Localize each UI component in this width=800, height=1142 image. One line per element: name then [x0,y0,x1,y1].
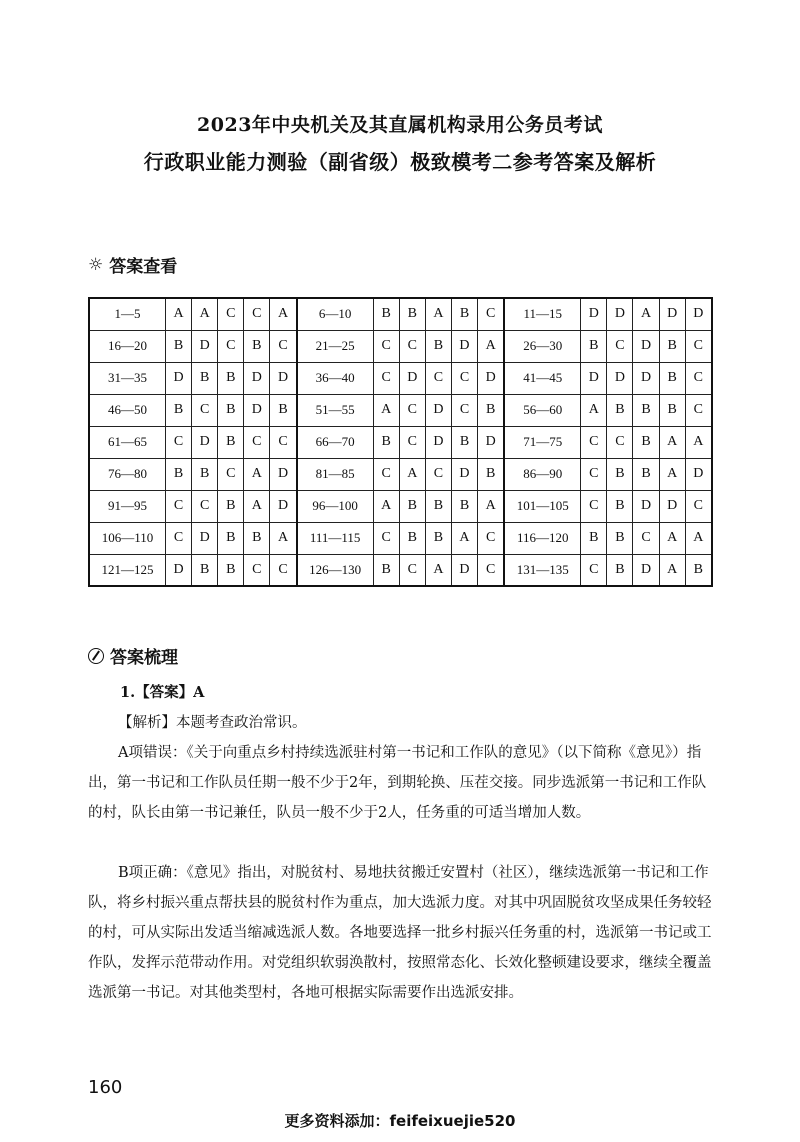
answer-cell: C [270,554,297,586]
section-review-title: 答案梳理 [110,648,178,668]
answer-cell: B [581,522,607,554]
answer-cell: C [192,394,218,426]
answer-cell: B [192,458,218,490]
answer-cell: B [633,394,659,426]
answer-cell: A [244,458,270,490]
question-range-cell: 6—10 [297,298,373,330]
question-range-cell: 66—70 [297,426,373,458]
answer-cell: B [451,490,477,522]
answer-cell: D [633,362,659,394]
question-range-cell: 36—40 [297,362,373,394]
table-row [89,362,712,394]
answer-cell: B [373,554,399,586]
table-row [89,522,712,554]
answer-table [88,297,713,587]
table-row [89,458,712,490]
answer-cell: C [399,394,425,426]
answer-cell: D [685,458,712,490]
answer-cell: B [192,362,218,394]
answer-cell: D [244,394,270,426]
answer-cell: A [478,490,505,522]
answer-cell: A [165,298,191,330]
answer-cell: A [659,426,685,458]
page-number: 160 [88,1077,123,1098]
answer-cell: A [373,394,399,426]
q1-paragraph-a: A项错误：《关于向重点乡村持续选派驻村第一书记和工作队的意见》（以下简称《意见》）指出，第一书记和工作队员任期一般不少于2年，到期轮换、压茬交接。同步选派第一书记和工作队的村，队长由第一书记兼任，队员一般不少于2人，任务重的可适当增加人数。 [88,745,707,821]
answer-cell: A [659,554,685,586]
answer-cell: C [218,458,244,490]
table-row [89,426,712,458]
footer-note: 更多资料添加：feifeixuejie520 [284,1112,516,1130]
answer-cell: D [451,330,477,362]
question-range-cell: 21—25 [297,330,373,362]
answer-cell: C [478,554,505,586]
answer-cell: D [399,362,425,394]
answer-cell: C [581,490,607,522]
answer-cell: D [192,426,218,458]
answer-cell: C [451,394,477,426]
answer-cell: B [399,522,425,554]
answer-cell: C [581,554,607,586]
question-range-cell: 41—45 [504,362,580,394]
answer-cell: B [607,554,633,586]
table-row [89,554,712,586]
answer-cell: C [478,298,505,330]
answer-cell: C [399,554,425,586]
answer-cell: C [373,522,399,554]
answer-cell: A [192,298,218,330]
answer-cell: A [270,298,297,330]
answer-cell: C [270,426,297,458]
answer-cell: B [659,330,685,362]
answer-cell: D [633,554,659,586]
question-range-cell: 101—105 [504,490,580,522]
answer-cell: C [581,458,607,490]
table-row [89,394,712,426]
question-range-cell: 86—90 [504,458,580,490]
answer-cell: D [685,298,712,330]
question-range-cell: 16—20 [89,330,165,362]
answer-cell: C [165,522,191,554]
answer-cell: C [685,394,712,426]
answer-cell: D [192,330,218,362]
question-range-cell: 51—55 [297,394,373,426]
answer-cell: A [478,330,505,362]
answer-cell: A [685,426,712,458]
answer-cell: C [373,362,399,394]
answer-cell: C [218,298,244,330]
answer-cell: A [659,458,685,490]
answer-cell: A [425,298,451,330]
section-answers-title: 答案查看 [109,257,178,277]
answer-cell: A [399,458,425,490]
answer-cell: D [165,362,191,394]
answer-cell: D [425,394,451,426]
answer-cell: D [633,330,659,362]
answer-cell: A [425,554,451,586]
answer-cell: B [633,458,659,490]
answer-cell: B [478,394,505,426]
answer-cell: C [685,330,712,362]
section-review-heading [88,643,178,668]
answer-cell: B [399,298,425,330]
question-range-cell: 46—50 [89,394,165,426]
answer-cell: C [244,554,270,586]
answer-cell: B [244,330,270,362]
answer-cell: C [218,330,244,362]
q1-analysis-label: 【解析】本题考查政治常识。 [118,715,307,731]
answer-cell: C [399,330,425,362]
question-range-cell: 61—65 [89,426,165,458]
answer-cell: B [659,394,685,426]
answer-cell: C [399,426,425,458]
answer-cell: B [685,554,712,586]
question-range-cell: 116—120 [504,522,580,554]
answer-cell: B [165,394,191,426]
answer-cell: B [192,554,218,586]
answer-cell: C [685,490,712,522]
answer-cell: D [451,458,477,490]
answer-cell: A [633,298,659,330]
answer-cell: C [244,298,270,330]
answer-cell: B [607,522,633,554]
answer-cell: C [244,426,270,458]
question-range-cell: 26—30 [504,330,580,362]
question-range-cell: 76—80 [89,458,165,490]
answer-cell: B [218,554,244,586]
answer-cell: B [451,426,477,458]
answer-cell: C [478,522,505,554]
answer-cell: D [581,298,607,330]
answer-cell: C [425,458,451,490]
table-row [89,490,712,522]
answer-cell: B [607,394,633,426]
section-answers-heading [88,252,177,277]
answer-cell: B [581,330,607,362]
answer-cell: B [425,330,451,362]
question-range-cell: 81—85 [297,458,373,490]
answer-cell: A [659,522,685,554]
answer-cell: D [607,362,633,394]
answer-cell: B [373,426,399,458]
question-range-cell: 96—100 [297,490,373,522]
answer-cell: C [607,330,633,362]
answer-cell: D [270,362,297,394]
question-range-cell: 1—5 [89,298,165,330]
answer-cell: D [451,554,477,586]
question-range-cell: 126—130 [297,554,373,586]
answer-cell: A [685,522,712,554]
answer-cell: D [244,362,270,394]
answer-cell: B [451,298,477,330]
answer-cell: D [607,298,633,330]
answer-cell: A [244,490,270,522]
answer-cell: B [478,458,505,490]
circle-slash-icon [88,648,104,664]
answer-cell: C [425,362,451,394]
answer-cell: C [607,426,633,458]
answer-cell: B [425,490,451,522]
question-range-cell: 31—35 [89,362,165,394]
answer-cell: C [165,490,191,522]
question-range-cell: 91—95 [89,490,165,522]
answer-cell: B [659,362,685,394]
answer-cell: D [659,490,685,522]
answer-cell: B [373,298,399,330]
answer-cell: B [399,490,425,522]
page-title-line2: 行政职业能力测验（副省级）极致模考二参考答案及解析 [143,150,657,174]
answer-cell: A [373,490,399,522]
answer-cell: A [451,522,477,554]
answer-cell: D [581,362,607,394]
answer-cell: C [633,522,659,554]
answer-cell: B [244,522,270,554]
question-range-cell: 106—110 [89,522,165,554]
answer-cell: C [165,426,191,458]
answer-cell: D [633,490,659,522]
answer-cell: D [270,458,297,490]
answer-cell: D [478,426,505,458]
answer-cell: B [607,458,633,490]
answer-cell: C [685,362,712,394]
question-range-cell: 121—125 [89,554,165,586]
answer-cell: B [633,426,659,458]
answer-cell: B [218,426,244,458]
answer-cell: B [218,490,244,522]
answer-cell: B [607,490,633,522]
answer-cell: B [218,522,244,554]
table-row [89,330,712,362]
table-row [89,298,712,330]
answer-cell: B [218,394,244,426]
question-range-cell: 111—115 [297,522,373,554]
answer-cell: B [165,458,191,490]
answer-cell: B [425,522,451,554]
question-range-cell: 71—75 [504,426,580,458]
answer-cell: D [192,522,218,554]
question-range-cell: 56—60 [504,394,580,426]
question-range-cell: 131—135 [504,554,580,586]
answer-cell: A [270,522,297,554]
q1-answer-label: 1.【答案】A [120,684,205,701]
question-range-cell: 11—15 [504,298,580,330]
answer-cell: C [373,330,399,362]
answer-cell: D [478,362,505,394]
answer-cell: D [165,554,191,586]
answer-cell: C [270,330,297,362]
answer-cell: C [192,490,218,522]
answer-cell: D [659,298,685,330]
answer-cell: B [270,394,297,426]
answer-cell: C [373,458,399,490]
q1-paragraph-b: B项正确：《意见》指出，对脱贫村、易地扶贫搬迁安置村（社区），继续选派第一书记和工作队，将乡村振兴重点帮扶县的脱贫村作为重点，加大选派力度。对其中巩固脱贫攻坚成果任务较轻的村，可从实际出发适当缩减选派人数。各地要选择一批乡村振兴任务重的村，选派第一书记或工作队，发挥示范带动作用。对党组织软弱涣散村，按照常态化、长效化整顿建设要求，继续全覆盖选派第一书记。对其他类型村，各地可根据实际需要作出选派安排。 [88,865,712,1001]
answer-cell: C [451,362,477,394]
answer-cell: B [218,362,244,394]
page-title-line1: 2023年中央机关及其直属机构录用公务员考试 [197,114,603,136]
answer-cell: D [270,490,297,522]
answer-cell: C [581,426,607,458]
answer-cell: A [581,394,607,426]
answer-cell: B [165,330,191,362]
answer-cell: D [425,426,451,458]
sun-icon: ☼ [88,254,104,275]
